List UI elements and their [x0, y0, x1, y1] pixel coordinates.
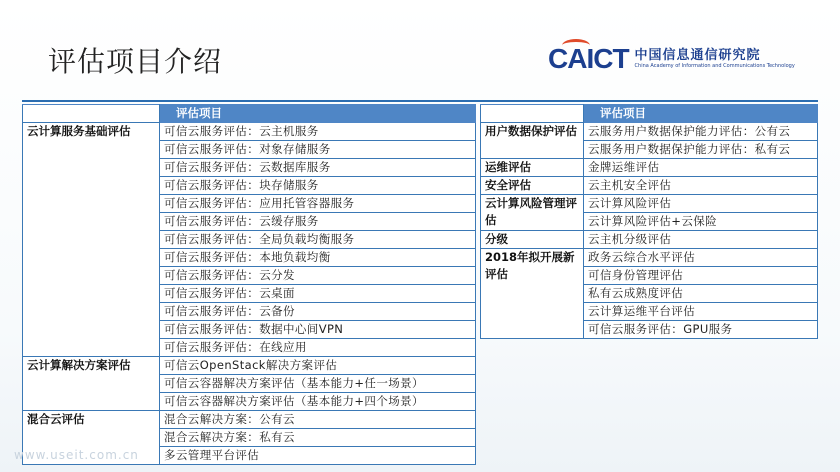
- item-cell: 可信云服务评估：云缓存服务: [160, 213, 476, 231]
- table-row: [23, 411, 476, 429]
- category-cell: 分级: [481, 231, 584, 249]
- table-header-row: [23, 105, 476, 123]
- table-header: 评估项目: [584, 105, 818, 123]
- left-table-body: [23, 105, 476, 465]
- item-cell: 混合云解决方案：私有云: [160, 429, 476, 447]
- table-header-row: [481, 105, 818, 123]
- item-cell: 可信云服务评估：云数据库服务: [160, 159, 476, 177]
- item-cell: 私有云成熟度评估: [584, 285, 818, 303]
- logo-mark: [548, 43, 629, 75]
- header-blank-cell: [481, 105, 584, 123]
- item-cell: 可信云OpenStack解决方案评估: [160, 357, 476, 375]
- item-cell: 可信云服务评估：本地负载均衡: [160, 249, 476, 267]
- table-header: 评估项目: [160, 105, 476, 123]
- item-cell: 云主机安全评估: [584, 177, 818, 195]
- table-row: [481, 249, 818, 267]
- category-cell: 云计算解决方案评估: [23, 357, 160, 411]
- item-cell: 云主机分级评估: [584, 231, 818, 249]
- table-row: [23, 357, 476, 375]
- slide-title: 评估项目介绍: [48, 45, 223, 78]
- category-cell: 运维评估: [481, 159, 584, 177]
- table-row: [481, 123, 818, 141]
- logo-chinese-name: 中国信息通信研究院: [634, 48, 761, 63]
- category-cell: 用户数据保护评估: [481, 123, 584, 159]
- item-cell: 可信云服务评估：云主机服务: [160, 123, 476, 141]
- item-cell: 可信云容器解决方案评估（基本能力+任一场景）: [160, 375, 476, 393]
- right-table-body: [481, 105, 818, 339]
- logo-swoosh-icon: [562, 39, 590, 52]
- watermark: www.useit.com.cn: [14, 448, 139, 462]
- item-cell: 金牌运维评估: [584, 159, 818, 177]
- item-cell: 可信云服务评估：应用托管容器服务: [160, 195, 476, 213]
- category-cell: 云计算服务基础评估: [23, 123, 160, 357]
- table-row: [481, 177, 818, 195]
- header-blank-cell: [23, 105, 160, 123]
- caict-logo: [548, 44, 795, 74]
- item-cell: 可信云服务评估：数据中心间VPN: [160, 321, 476, 339]
- item-cell: 云服务用户数据保护能力评估：公有云: [584, 123, 818, 141]
- table-row: [481, 231, 818, 249]
- item-cell: 可信云服务评估：GPU服务: [584, 321, 818, 339]
- item-cell: 可信云服务评估：云分发: [160, 267, 476, 285]
- item-cell: 可信云服务评估：云桌面: [160, 285, 476, 303]
- logo-mark-text: CAICT: [548, 43, 629, 74]
- category-cell: 云计算风险管理评估: [481, 195, 584, 231]
- table-row: [23, 123, 476, 141]
- item-cell: 可信云服务评估：在线应用: [160, 339, 476, 357]
- item-cell: 可信云服务评估：对象存储服务: [160, 141, 476, 159]
- item-cell: 云计算风险评估: [584, 195, 818, 213]
- category-cell: 混合云评估: [23, 411, 160, 465]
- logo-text: [635, 49, 795, 69]
- item-cell: 可信云服务评估：云备份: [160, 303, 476, 321]
- category-cell: 安全评估: [481, 177, 584, 195]
- item-cell: 可信云容器解决方案评估（基本能力+四个场景）: [160, 393, 476, 411]
- table-row: [481, 159, 818, 177]
- item-cell: 可信身份管理评估: [584, 267, 818, 285]
- table-row: [481, 195, 818, 213]
- title-divider: [22, 100, 818, 102]
- item-cell: 可信云服务评估：全局负载均衡服务: [160, 231, 476, 249]
- item-cell: 多云管理平台评估: [160, 447, 476, 465]
- item-cell: 混合云解决方案：公有云: [160, 411, 476, 429]
- item-cell: 云服务用户数据保护能力评估：私有云: [584, 141, 818, 159]
- right-evaluation-table: [480, 104, 818, 339]
- logo-english-name: China Academy of Information and Communications Technology: [634, 63, 795, 69]
- category-cell: 2018年拟开展新评估: [481, 249, 584, 339]
- left-evaluation-table: [22, 104, 476, 465]
- item-cell: 云计算运维平台评估: [584, 303, 818, 321]
- item-cell: 政务云综合水平评估: [584, 249, 818, 267]
- item-cell: 云计算风险评估+云保险: [584, 213, 818, 231]
- item-cell: 可信云服务评估：块存储服务: [160, 177, 476, 195]
